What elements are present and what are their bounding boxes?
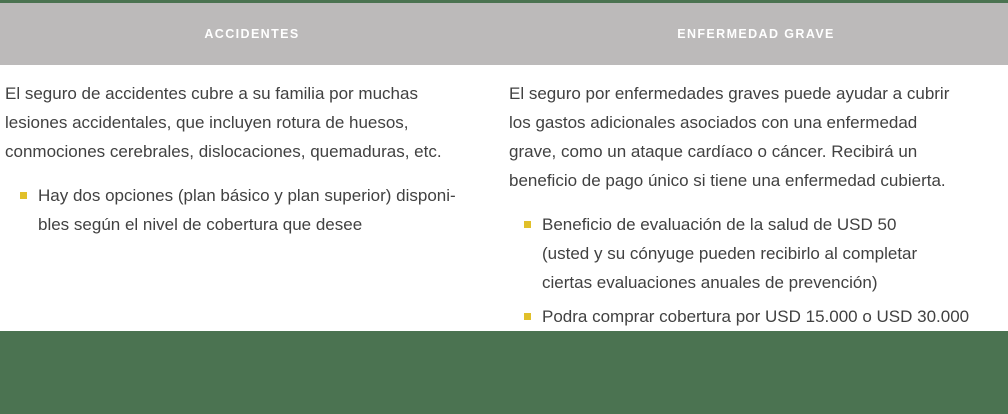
bullet-square-icon bbox=[524, 221, 531, 228]
bullet-text bbox=[542, 302, 969, 331]
content-area bbox=[0, 65, 1008, 331]
column-enfermedad-grave bbox=[504, 79, 1008, 331]
text-line: conmociones cerebrales, dislocaciones, quemaduras, etc. bbox=[5, 142, 442, 161]
list-item bbox=[5, 181, 496, 239]
text-line: lesiones accidentales, que incluyen rotura de huesos, bbox=[5, 113, 409, 132]
text-line: El seguro de accidentes cubre a su familia por muchas bbox=[5, 84, 418, 103]
text-line: los gastos adicionales asociados con una enfermedad bbox=[509, 113, 918, 132]
header-accidentes: ACCIDENTES bbox=[204, 27, 300, 41]
text-line: (usted y su cónyuge pueden recibirlo al completar bbox=[542, 244, 918, 263]
header-enfermedad-grave: ENFERMEDAD GRAVE bbox=[677, 27, 835, 41]
bullet-text bbox=[542, 210, 917, 297]
bullet-square-icon bbox=[524, 313, 531, 320]
text-line: bles según el nivel de cobertura que desee bbox=[38, 215, 363, 234]
text-line: ciertas evaluaciones anuales de prevención) bbox=[542, 273, 878, 292]
text-line: Hay dos opciones (plan básico y plan superior) disponi- bbox=[38, 186, 456, 205]
footer-bar bbox=[0, 331, 1008, 414]
accidentes-bullet-list bbox=[5, 181, 496, 239]
text-line: Podra comprar cobertura por USD 15.000 o USD 30.000 bbox=[542, 307, 970, 326]
enfermedad-grave-bullet-list bbox=[509, 210, 1000, 331]
column-accidentes bbox=[0, 79, 504, 331]
text-line: beneficio de pago único si tiene una enfermedad cubierta. bbox=[509, 171, 946, 190]
enfermedad-grave-description bbox=[509, 79, 1000, 195]
list-item bbox=[509, 302, 1000, 331]
text-line: El seguro por enfermedades graves puede ayudar a cubrir bbox=[509, 84, 950, 103]
text-line: grave, como un ataque cardíaco o cáncer. Recibirá un bbox=[509, 142, 918, 161]
text-line: Beneficio de evaluación de la salud de USD 50 bbox=[542, 215, 897, 234]
bullet-square-icon bbox=[20, 192, 27, 199]
bullet-text bbox=[38, 181, 456, 239]
column-header-band bbox=[0, 3, 1008, 65]
accidentes-description bbox=[5, 79, 496, 166]
list-item bbox=[509, 210, 1000, 297]
